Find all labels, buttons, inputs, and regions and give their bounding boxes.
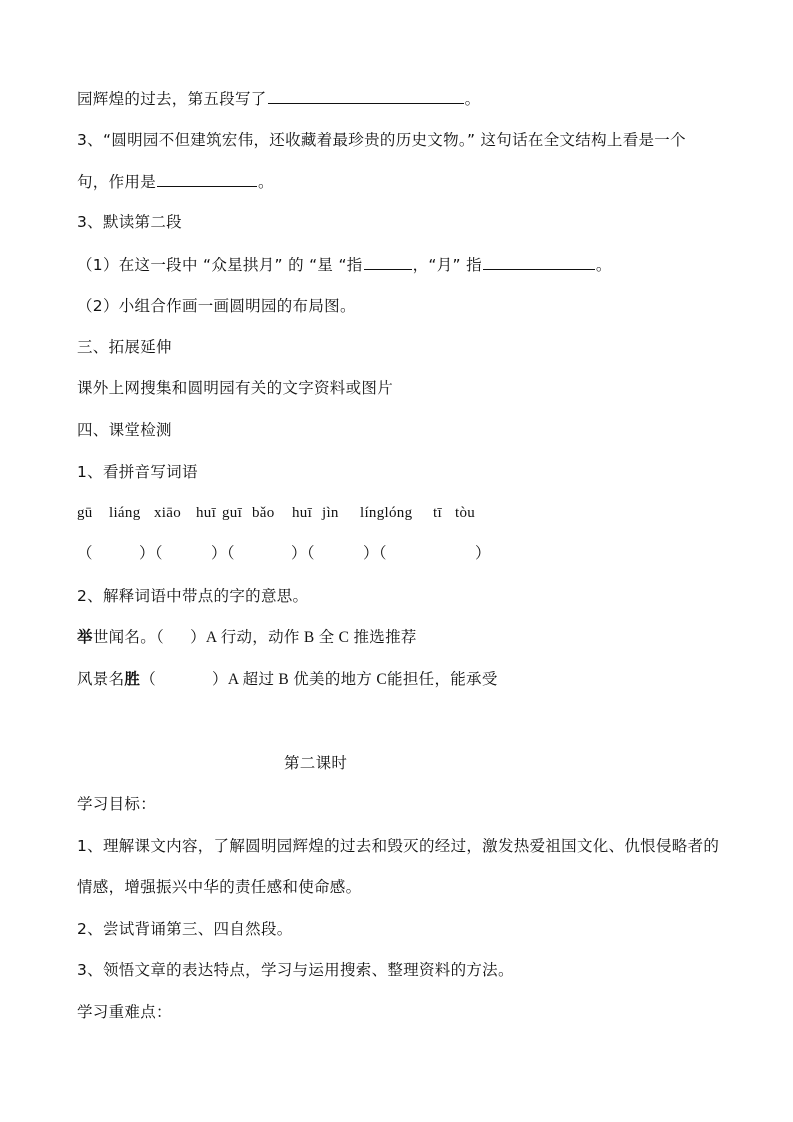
exercise-text: 2、解释词语中带点的字的意思。 (77, 587, 309, 605)
pinyin-syllable: tòu (455, 505, 476, 521)
exercise-2-item-ju (77, 627, 417, 648)
section-heading-check (77, 420, 172, 440)
answer-blank-moon[interactable] (483, 254, 595, 270)
item-options: ）A 行动，动作 B 全 C 推选推荐 (190, 629, 417, 646)
goal-2 (77, 919, 293, 939)
pinyin-row (77, 503, 475, 523)
line-text: 句，作用是 (77, 173, 157, 191)
paren: ）（ (139, 545, 163, 562)
exercise-2-title (77, 586, 308, 606)
difficulty-heading (77, 1002, 172, 1022)
goal-text: 2、尝试背诵第三、四自然段。 (77, 920, 293, 938)
line-part4-summary (77, 88, 480, 109)
question-3-read-paragraph (77, 212, 182, 232)
line-end: 。 (258, 173, 274, 191)
question-3-structure (77, 130, 686, 150)
answer-blank-star[interactable] (364, 254, 412, 270)
goal-text: 情感，增强振兴中华的责任感和使命感。 (77, 878, 362, 896)
dotted-character: 举 (77, 628, 93, 646)
item-text: 世闻名。（ (92, 628, 165, 646)
goal-text: 1、理解课文内容，了解圆明园辉煌的过去和毁灭的经过，激发热爱祖国文化、仇恨侵略者的 (77, 837, 720, 855)
pinyin-syllable: bǎo (252, 505, 275, 521)
exercise-2-item-sheng (77, 669, 498, 690)
line-end: 。 (464, 90, 481, 108)
paren: ） (475, 545, 491, 562)
paren: ）（ (291, 545, 315, 562)
task-text: 课外上网搜集和圆明园有关的文字资料或图片 (77, 379, 394, 397)
line-text: ，“月” 指 (412, 256, 482, 274)
heading-text: 四、课堂检测 (77, 421, 172, 439)
question-text: （2）小组合作画一画圆明园的布局图。 (77, 297, 356, 315)
exercise-text: 1、看拼音写词语 (77, 463, 198, 481)
answer-blank[interactable] (157, 171, 257, 187)
answer-parentheses-row (77, 544, 491, 564)
paren: （ (77, 545, 93, 562)
goals-heading (77, 794, 156, 814)
heading-text: 学习重难点： (77, 1003, 172, 1021)
line-text: 园辉煌的过去，第五段写了 (77, 90, 267, 108)
exercise-1-title (77, 462, 198, 482)
question-text: 3、默读第二段 (77, 213, 182, 231)
pinyin-syllable: liáng (109, 505, 141, 521)
heading-text: 三、拓展延伸 (77, 338, 172, 356)
paren: ）（ (211, 545, 235, 562)
item-options: ）A 超过 B 优美的地方 C能担任，能承受 (212, 671, 498, 688)
item-text: （ (140, 670, 157, 688)
extension-task (77, 378, 393, 398)
pinyin-syllable: jìn (322, 505, 339, 521)
line-text: （1）在这一段中 “众星拱月” 的 “星 “指 (77, 256, 363, 274)
pinyin-syllable: guī (222, 505, 243, 521)
question-text: 3、“圆明园不但建筑宏伟，还收藏着最珍贵的历史文物。” 这句话在全文结构上看是一个 (77, 131, 686, 149)
goal-1-line-1 (77, 836, 719, 856)
section-heading-extension (77, 337, 172, 357)
goal-3 (77, 960, 514, 980)
paren: ）（ (363, 545, 387, 562)
pinyin-syllable: xiāo (154, 505, 182, 521)
question-3-function (77, 171, 274, 192)
line-end: 。 (595, 256, 612, 274)
pinyin-syllable: huī (292, 505, 313, 521)
goal-text: 3、领悟文章的表达特点，学习与运用搜索、整理资料的方法。 (77, 961, 514, 979)
pinyin-syllable: tī (433, 505, 442, 521)
heading-text: 学习目标： (77, 795, 157, 813)
title-text: 第二课时 (284, 754, 348, 772)
answer-blank[interactable] (268, 88, 464, 104)
item-prefix: 风景名 (77, 670, 125, 688)
pinyin-syllable: huī (196, 505, 217, 521)
subquestion-1 (77, 254, 612, 275)
dotted-character: 胜 (124, 670, 141, 688)
pinyin-syllable: gū (77, 505, 93, 521)
goal-1-line-2 (77, 877, 361, 897)
subquestion-2 (77, 296, 356, 316)
pinyin-syllable: línglóng (360, 505, 413, 521)
section-title (284, 753, 347, 773)
